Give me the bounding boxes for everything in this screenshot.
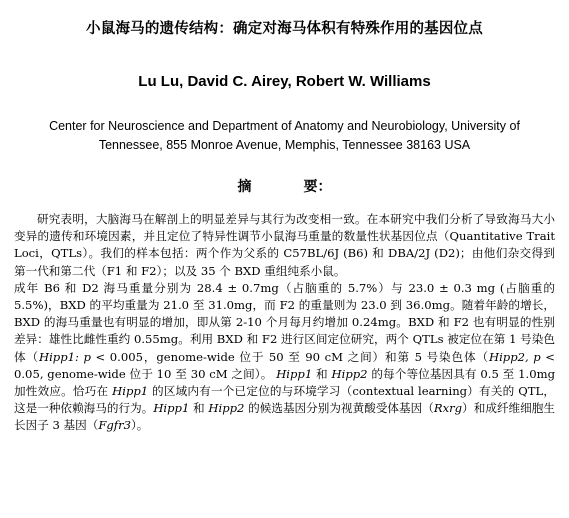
abstract-text: 成年 B6 和 D2 海马重量分别为 28.4 ± 0.7mg（占脑重的 5.7%）与 23.0 ± 0.3 mg (占脑重的 5.5%)，BXD 的平均重量为 21.0 至 31.0mg，而 F2 的重量则为 23.0 到 36.0mg。随着年龄的增长，BXD 的海马重量也有明显的增加，即从第 2-10 个月每月约增加 0.24mg。BXD 和 F2 也有明显的性别差异：雄性比雌性重约 0.55mg。利用 BXD 和 F2 进行区间定位研究，两个 QTLs 被定位在第 1 号染色体（	[14, 280, 555, 364]
abstract-paragraph-1: 研究表明，大脑海马在解剖上的明显差异与其行为改变相一致。在本研究中我们分析了导致海马大小变异的遗传和环境因素，并且定位了特异性调节小鼠海马重量的数量性状基因位点（Quantitative Trait Loci，QTLs）。我们的样本包括：两个作为父系的 C57BL/6J (B6) 和 DBA/2J (D2)；由他们杂交得到第一代和第二代（F1 和 F2）；以及 35 个 BXD 重组纯系小鼠。	[14, 212, 555, 278]
abstract-text: ）。	[131, 418, 149, 433]
gene-hipp2: Hipp2	[331, 366, 368, 381]
abstract-text: < 0.005，genome-wide 位于 50 至 90 cM 之间）和第 5 号染色体（	[90, 349, 489, 364]
abstract-text: 的每个等位基因具有 0.5 至 1.0mg 加性效应。恰巧在	[14, 366, 555, 399]
abstract-heading	[0, 176, 569, 196]
gene-hipp1-stat: Hipp1: p	[38, 349, 91, 364]
abstract-text: 和	[189, 401, 209, 416]
abstract-heading-right: 要：	[303, 179, 332, 195]
affiliation-line-2: Tennessee, 855 Monroe Avenue, Memphis, Tennessee 38163 USA	[98, 138, 471, 152]
affiliation-line-1: Center for Neuroscience and Department of Anatomy and Neurobiology, University of	[49, 119, 520, 133]
gene-fgfr3: Fgfr3	[98, 418, 131, 433]
abstract-text: ）和成纤维细胞生长因子 3 基因（	[14, 401, 555, 433]
gene-hipp2: Hipp2	[208, 401, 245, 416]
gene-hipp2-stat: Hipp2, p	[488, 349, 541, 364]
abstract-text: 和	[312, 366, 332, 381]
author-list: Lu Lu, David C. Airey, Robert W. Williams	[138, 73, 431, 90]
abstract-text: 的候选基因分别为视黄酸受体基因（	[244, 401, 434, 416]
abstract-text: < 0.05, genome-wide 位于 10 至 30 cM 之间）。	[14, 349, 555, 381]
affiliation	[14, 117, 555, 155]
paper-title: 小鼠海马的遗传结构：确定对海马体积有特殊作用的基因位点	[86, 21, 483, 37]
gene-hipp1: Hipp1	[153, 401, 190, 416]
abstract-heading-left: 摘	[237, 179, 252, 195]
gene-rxrg: Rxrg	[433, 401, 463, 416]
gene-hipp1: Hipp1	[276, 366, 313, 381]
abstract-paragraph-2	[14, 280, 555, 435]
abstract-body	[14, 211, 555, 435]
gene-hipp1: Hipp1	[112, 384, 149, 399]
abstract-text: 的区域内有一个已定位的与环境学习（contextual learning）有关的 QTL，这是一种依赖海马的行为。	[14, 384, 555, 416]
